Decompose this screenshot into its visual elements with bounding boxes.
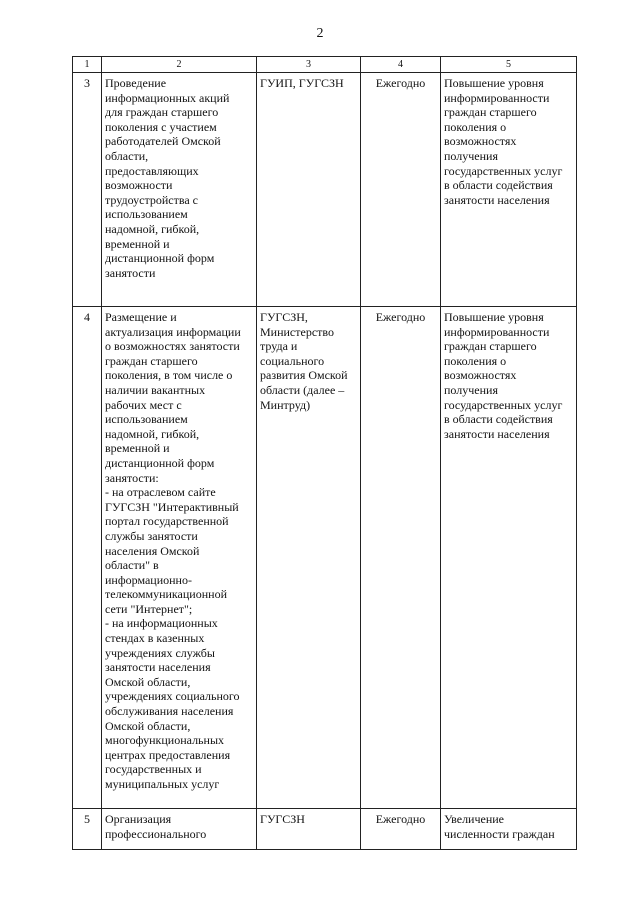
result-cell: Повышение уровня информированности граждан старшего поколения о возможностях получения государственных услуг в области содействия занятости населения [441, 73, 577, 307]
column-header-5: 5 [441, 57, 577, 73]
result-cell: Повышение уровня информированности граждан старшего поколения о возможностях получения государственных услуг в области содействия занятости населения [441, 307, 577, 809]
column-header-2: 2 [102, 57, 257, 73]
table-row [73, 73, 577, 307]
executor-cell: ГУГСЗН [257, 809, 361, 850]
activities-table [72, 56, 577, 850]
column-header-4: 4 [361, 57, 441, 73]
result-cell: Увеличение численности граждан [441, 809, 577, 850]
period-cell: Ежегодно [361, 73, 441, 307]
table-header-row [73, 57, 577, 73]
row-number: 4 [73, 307, 102, 809]
table-row [73, 307, 577, 809]
activity-cell: Проведение информационных акций для граждан старшего поколения с участием работодателей Омской области, предоставляющих возможности трудоустройства с использованием надомной, гибкой, временной и дистанционной форм занятости [102, 73, 257, 307]
executor-cell: ГУГСЗН, Министерство труда и социального развития Омской области (далее – Минтруд) [257, 307, 361, 809]
column-header-1: 1 [73, 57, 102, 73]
activity-cell: Размещение и актуализация информации о возможностях занятости граждан старшего поколения, в том числе о наличии вакантных рабочих мест с использованием надомной, гибкой, временной и дистанционной форм занятости: - на отраслевом сайте ГУГСЗН "Интерактивный портал государственной службы занятости населения Омской области" в информационно- телекоммуникационной сети "Интернет"; - на информационных стендах в казенных учреждениях службы занятости населения Омской области, учреждениях социального обслуживания населения Омской области, многофункциональных центрах предоставления государственных и муниципальных услуг [102, 307, 257, 809]
row-number: 3 [73, 73, 102, 307]
column-header-3: 3 [257, 57, 361, 73]
period-cell: Ежегодно [361, 809, 441, 850]
row-number: 5 [73, 809, 102, 850]
table-row [73, 809, 577, 850]
page-number: 2 [316, 26, 324, 41]
activity-cell: Организация профессионального [102, 809, 257, 850]
period-cell: Ежегодно [361, 307, 441, 809]
executor-cell: ГУИП, ГУГСЗН [257, 73, 361, 307]
